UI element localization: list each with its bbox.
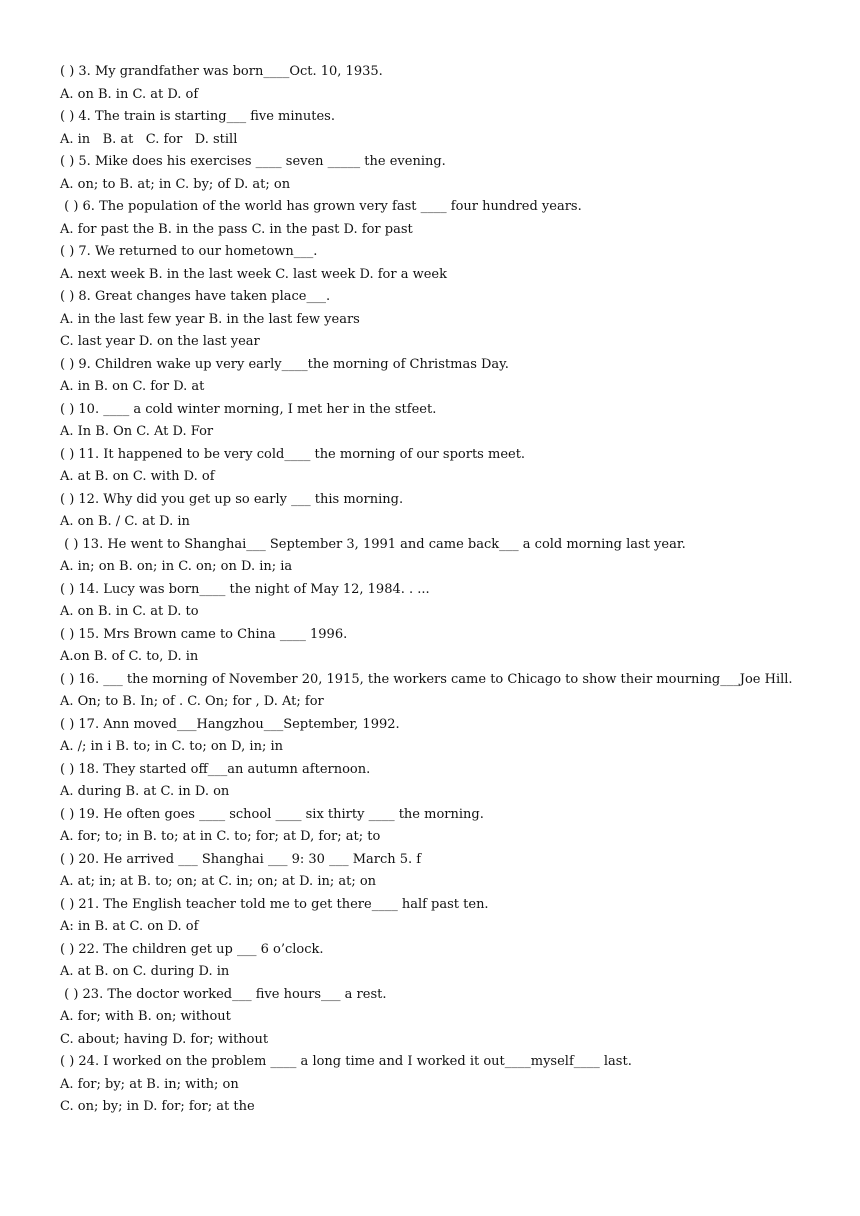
options-24-ab: A. for; by; at B. in; with; on: [60, 1076, 239, 1092]
options-3: A. on B. in C. at D. of: [60, 86, 199, 102]
options-9: A. in B. on C. for D. at: [60, 379, 205, 394]
options-8-cd: C. last year D. on the last year: [60, 334, 260, 349]
options-6: A. for past the B. in the pass C. in the past D. for past: [60, 221, 413, 237]
options-20: A. at; in; at B. to; on; at C. in; on; at D. in; at; on: [60, 874, 377, 889]
options-23-cd: C. about; having D. for; without: [60, 1031, 269, 1047]
question-23: ( ) 23. The doctor worked___ five hours___ a rest.: [60, 986, 387, 1002]
worksheet-content: [60, 61, 820, 1119]
options-11: A. at B. on C. with D. of: [60, 469, 215, 484]
options-22: A. at B. on C. during D. in: [60, 964, 230, 979]
options-21: A: in B. at C. on D. of: [60, 919, 199, 934]
question-9: ( ) 9. Children wake up very early____the morning of Christmas Day.: [60, 356, 509, 372]
options-23-ab: A. for; with B. on; without: [60, 1009, 231, 1024]
question-22: ( ) 22. The children get up ___ 6 o’clock.: [60, 941, 324, 957]
question-6: ( ) 6. The population of the world has grown very fast ____ four hundred years.: [60, 199, 582, 214]
question-16: ( ) 16. ___ the morning of November 20, 1915, the workers came to Chicago to show their mourning___Joe Hill.: [60, 671, 793, 687]
question-10: ( ) 10. ____ a cold winter morning, I met her in the stfeet.: [60, 401, 437, 417]
question-8: ( ) 8. Great changes have taken place___.: [60, 289, 331, 304]
question-15: ( ) 15. Mrs Brown came to China ____ 1996.: [60, 626, 348, 642]
options-15: A.on B. of C. to, D. in: [60, 649, 199, 664]
question-13: ( ) 13. He went to Shanghai___ September 3, 1991 and came back___ a cold morning last year.: [60, 536, 686, 552]
options-13: A. in; on B. on; in C. on; on D. in; ia: [60, 559, 293, 574]
options-24-cd: C. on; by; in D. for; for; at the: [60, 1099, 255, 1114]
question-18: ( ) 18. They started off___an autumn afternoon.: [60, 761, 371, 777]
question-14: ( ) 14. Lucy was born____ the night of May 12, 1984. . ...: [60, 581, 430, 597]
question-19: ( ) 19. He often goes ____ school ____ six thirty ____ the morning.: [60, 806, 484, 822]
question-4: ( ) 4. The train is starting___ five minutes.: [60, 109, 335, 124]
question-3: ( ) 3. My grandfather was born____Oct. 10, 1935.: [60, 64, 383, 79]
options-4: A. in B. at C. for D. still: [60, 131, 238, 147]
options-16: A. On; to B. In; of . C. On; for , D. At; for: [60, 694, 324, 709]
question-17: ( ) 17. Ann moved___Hangzhou___September, 1992.: [60, 716, 400, 732]
options-10: A. In B. On C. At D. For: [60, 424, 214, 439]
options-14: A. on B. in C. at D. to: [60, 604, 199, 619]
question-21: ( ) 21. The English teacher told me to get there____ half past ten.: [60, 896, 489, 912]
options-19: A. for; to; in B. to; at in C. to; for; at D, for; at; to: [60, 829, 381, 844]
options-12: A. on B. / C. at D. in: [60, 514, 190, 529]
options-18: A. during B. at C. in D. on: [60, 784, 230, 799]
question-24: ( ) 24. I worked on the problem ____ a long time and I worked it out____myself____ last.: [60, 1054, 632, 1069]
options-7: A. next week B. in the last week C. last week D. for a week: [60, 266, 447, 282]
question-20: ( ) 20. He arrived ___ Shanghai ___ 9: 30 ___ March 5. f: [60, 851, 422, 867]
options-5: A. on; to B. at; in C. by; of D. at; on: [60, 176, 291, 192]
question-7: ( ) 7. We returned to our hometown___.: [60, 244, 318, 259]
options-17: A. /; in i B. to; in C. to; on D, in; in: [60, 739, 283, 754]
question-11: ( ) 11. It happened to be very cold____ the morning of our sports meet.: [60, 446, 526, 462]
question-5: ( ) 5. Mike does his exercises ____ seven _____ the evening.: [60, 154, 446, 169]
options-8-ab: A. in the last few year B. in the last few years: [60, 311, 360, 327]
question-12: ( ) 12. Why did you get up so early ___ this morning.: [60, 491, 404, 507]
